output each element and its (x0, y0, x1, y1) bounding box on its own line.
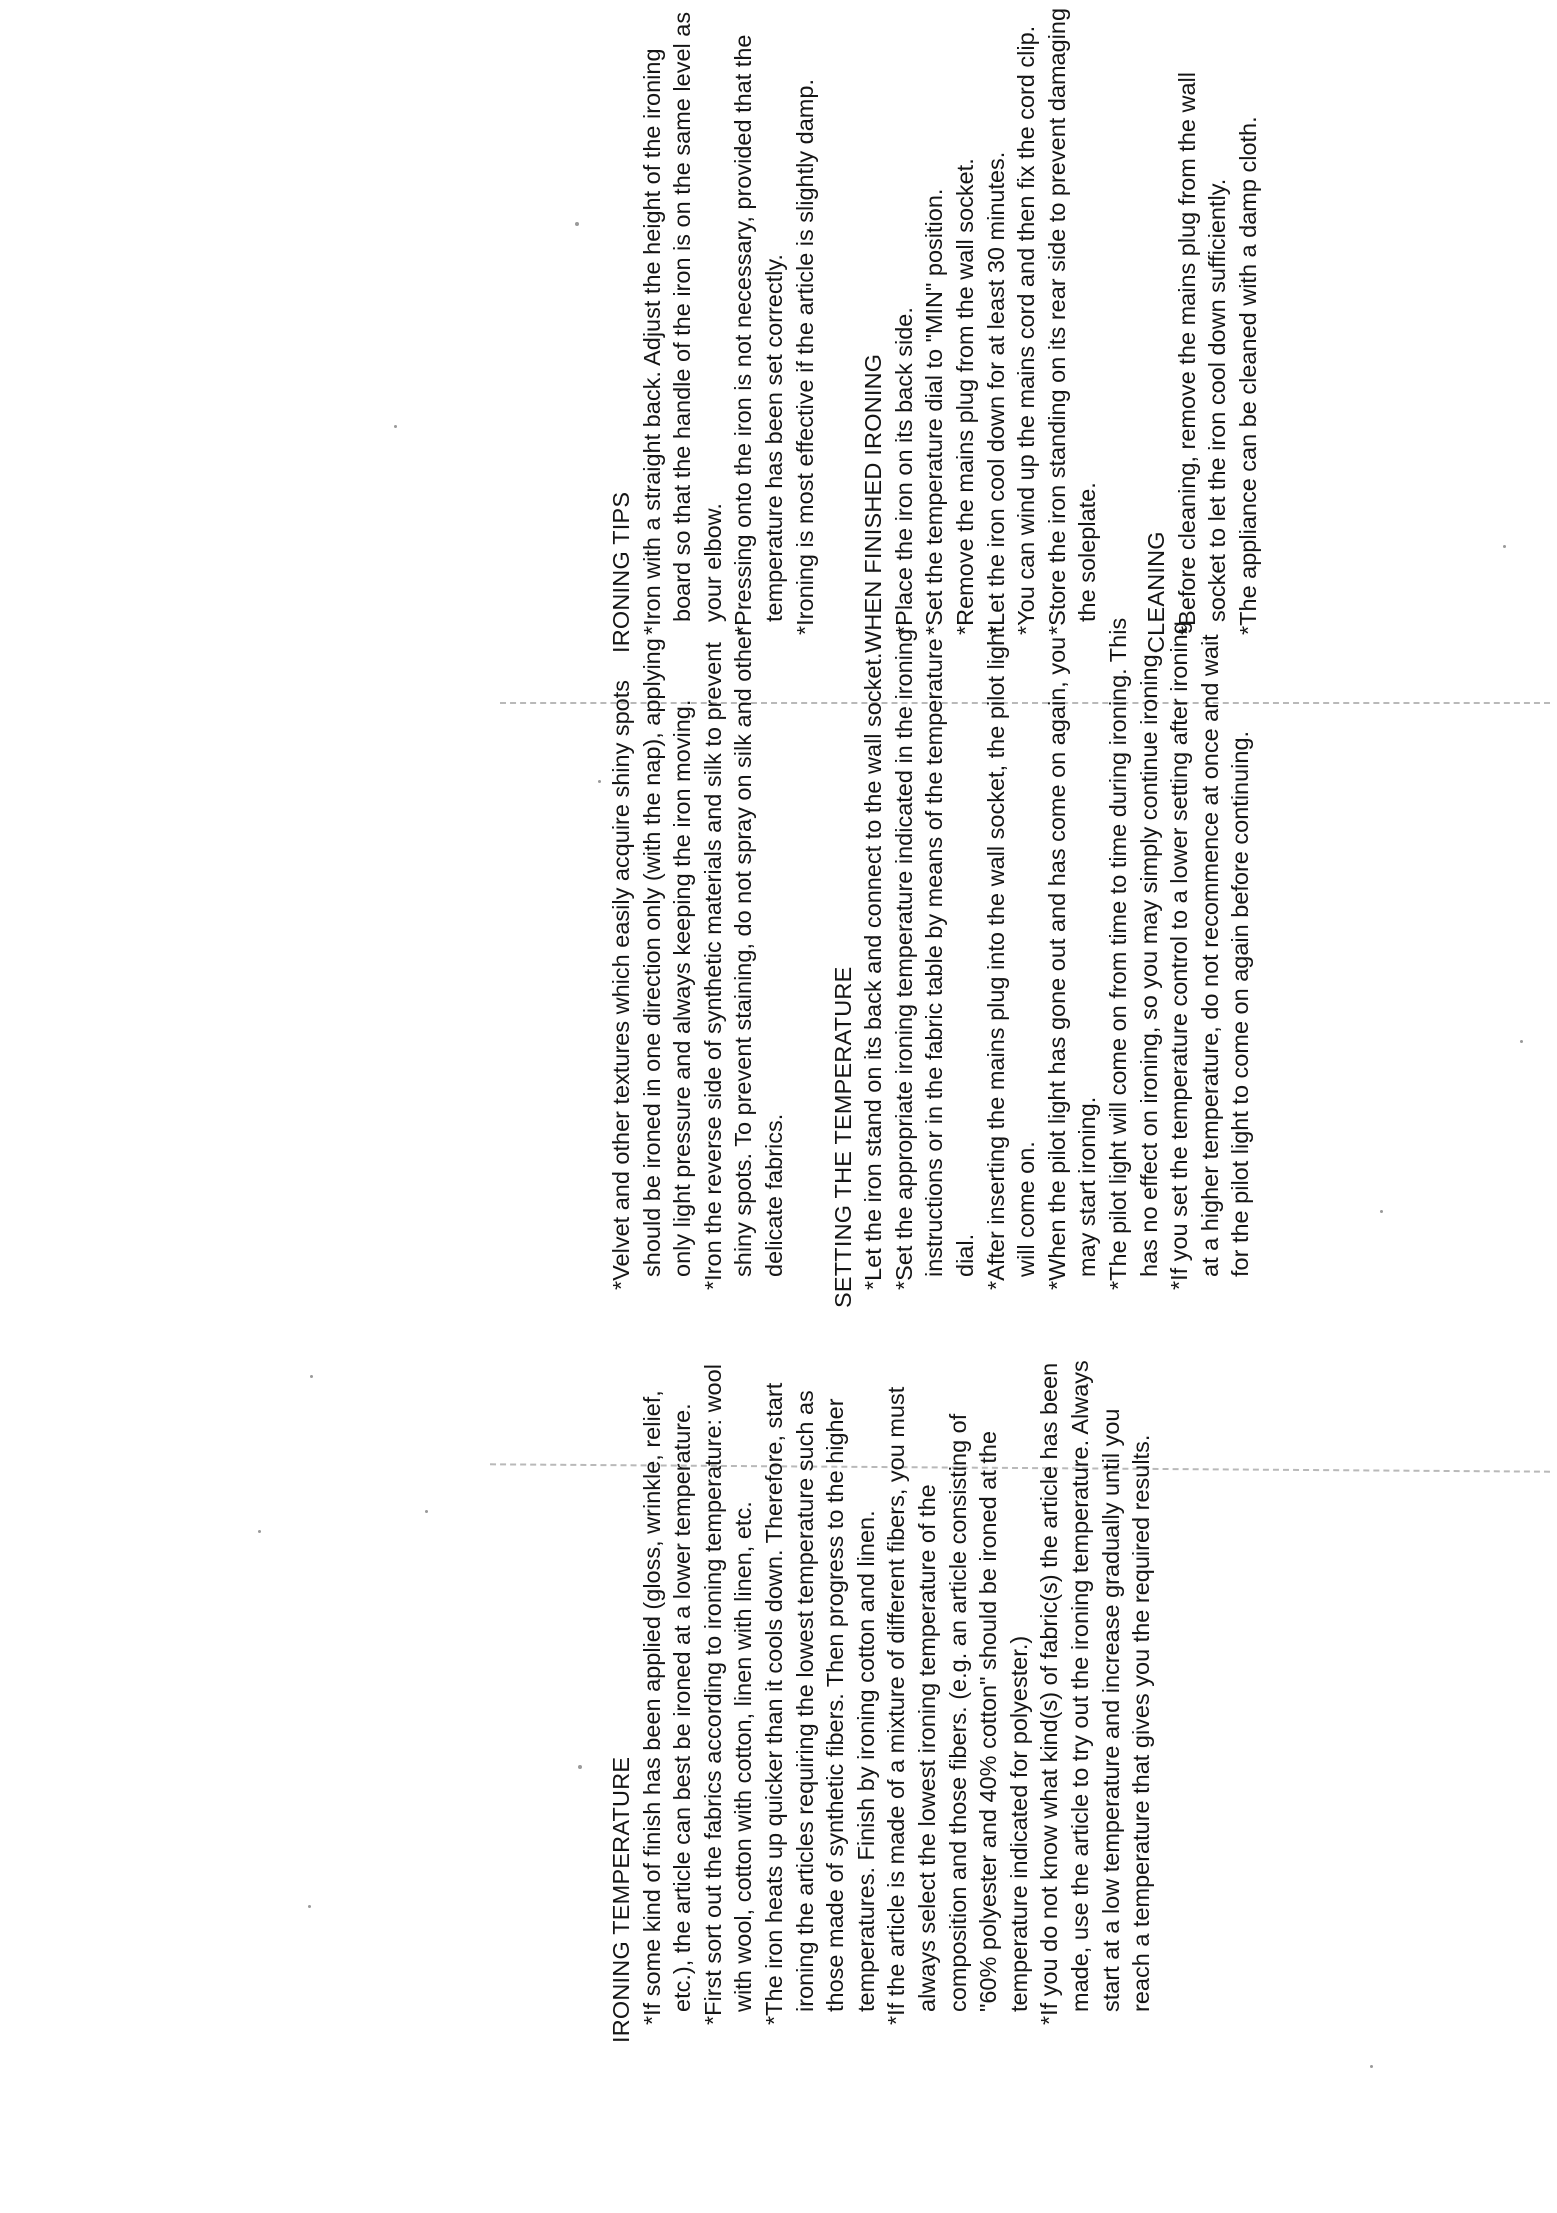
list-item: *When the pilot light has gone out and has come on again, you may start ironing. (1043, 636, 1101, 1290)
list-item: *Before cleaning, remove the mains plug from the wall socket to let the iron cool down sufficiently. (1173, 72, 1231, 635)
list-item: *The iron heats up quicker than it cools down. Therefore, start ironing the articles requiring the lowest temperature such as those made of synthetic fibers. Then progress to the higher temperatures. Finish by ironing cotton and linen. (760, 1382, 879, 2025)
list-item: *The appliance can be cleaned with a damp cloth. (1234, 116, 1261, 635)
list-item: *Set the temperature dial to "MIN" position. (921, 188, 948, 635)
list-item: *Velvet and other textures which easily acquire shiny spots should be ironed in one direction only (with the nap), applying only light pressure and always keeping the iron moving. (608, 638, 696, 1290)
section-cleaning (1141, 3, 1263, 653)
section-when-finished-ironing (858, 3, 1103, 653)
list-item: *If you set the temperature control to a lower setting after ironing at a higher temperature, do not recommence at once and wait for the pilot light to come on again before continuing. (1166, 621, 1254, 1290)
list-item: *Iron the reverse side of synthetic materials and silk to prevent shiny spots. To prevent staining, do not spray on silk and other delicate fabrics. (699, 628, 787, 1290)
list-item: *After inserting the mains plug into the wall socket, the pilot light will come on. (982, 626, 1040, 1290)
list-item: *Ironing is most effective if the article is slightly damp. (791, 79, 818, 635)
list-item: *Place the iron on its back side. (890, 307, 917, 635)
heading-setting-temperature: SETTING THE TEMPERATURE (829, 966, 856, 1308)
list-item: *Set the appropriate ironing temperature indicated in the ironing instructions or in the fabric table by means of the temperature dial. (890, 628, 978, 1290)
section-ironing-temperature (606, 1353, 1157, 2043)
heading-cleaning: CLEANING (1142, 531, 1169, 653)
list-item: *If the article is made of a mixture of different fibers, you must always select the lowest ironing temperature of the composition and those fibers. (e.g. an article consisting of "60% polyester and 40% cotton" should be ironed at the temperature indicated for polyester.) (883, 1386, 1032, 2025)
list-item: *Remove the mains plug from the wall socket. (951, 158, 978, 635)
heading-ironing-temperature: IRONING TEMPERATURE (608, 1756, 634, 2043)
heading-when-finished-ironing: WHEN FINISHED IRONING (860, 353, 887, 653)
list-item: *First sort out the fabrics according to ironing temperature: wool with wool, cotton with cotton, linen with linen, etc. (699, 1364, 757, 2025)
list-item: *Iron with a straight back. Adjust the height of the ironing board so that the handle of the iron is on the same level as your elbow. (638, 11, 726, 635)
list-item: *Let the iron stand on its back and connect to the wall socket. (860, 652, 887, 1290)
section-fabric-tips (606, 608, 790, 1308)
section-ironing-tips (606, 3, 820, 653)
list-item: *Let the iron cool down for at least 30 minutes. (982, 151, 1009, 635)
list-item: *Pressing onto the iron is not necessary, provided that the temperature has been set correctly. (730, 34, 787, 635)
panel-ironing-tips (606, 3, 1301, 653)
section-setting-temperature (828, 608, 1256, 1308)
panel-setting-temperature (606, 608, 1294, 1308)
list-item: *Store the iron standing on its rear side to prevent damaging the soleplate. (1043, 7, 1101, 635)
heading-ironing-tips: IRONING TIPS (608, 491, 634, 653)
list-item: *The pilot light will come on from time to time during ironing. This has no effect on ironing, so you may simply continue ironing. (1104, 617, 1162, 1290)
list-item: *If some kind of finish has been applied (gloss, wrinkle, relief, etc.), the article can best be ironed at a lower temperature. (638, 1390, 696, 2025)
list-item: *If you do not know what kind(s) of fabric(s) the article has been made, use the article to try out the ironing temperature. Always start at a low temperature and increase gradually until you reach a temperature that gives you the required results. (1036, 1360, 1155, 2025)
panel-ironing-temperature (606, 1353, 1195, 2043)
list-item: *You can wind up the mains cord and then fix the cord clip. (1013, 25, 1040, 635)
